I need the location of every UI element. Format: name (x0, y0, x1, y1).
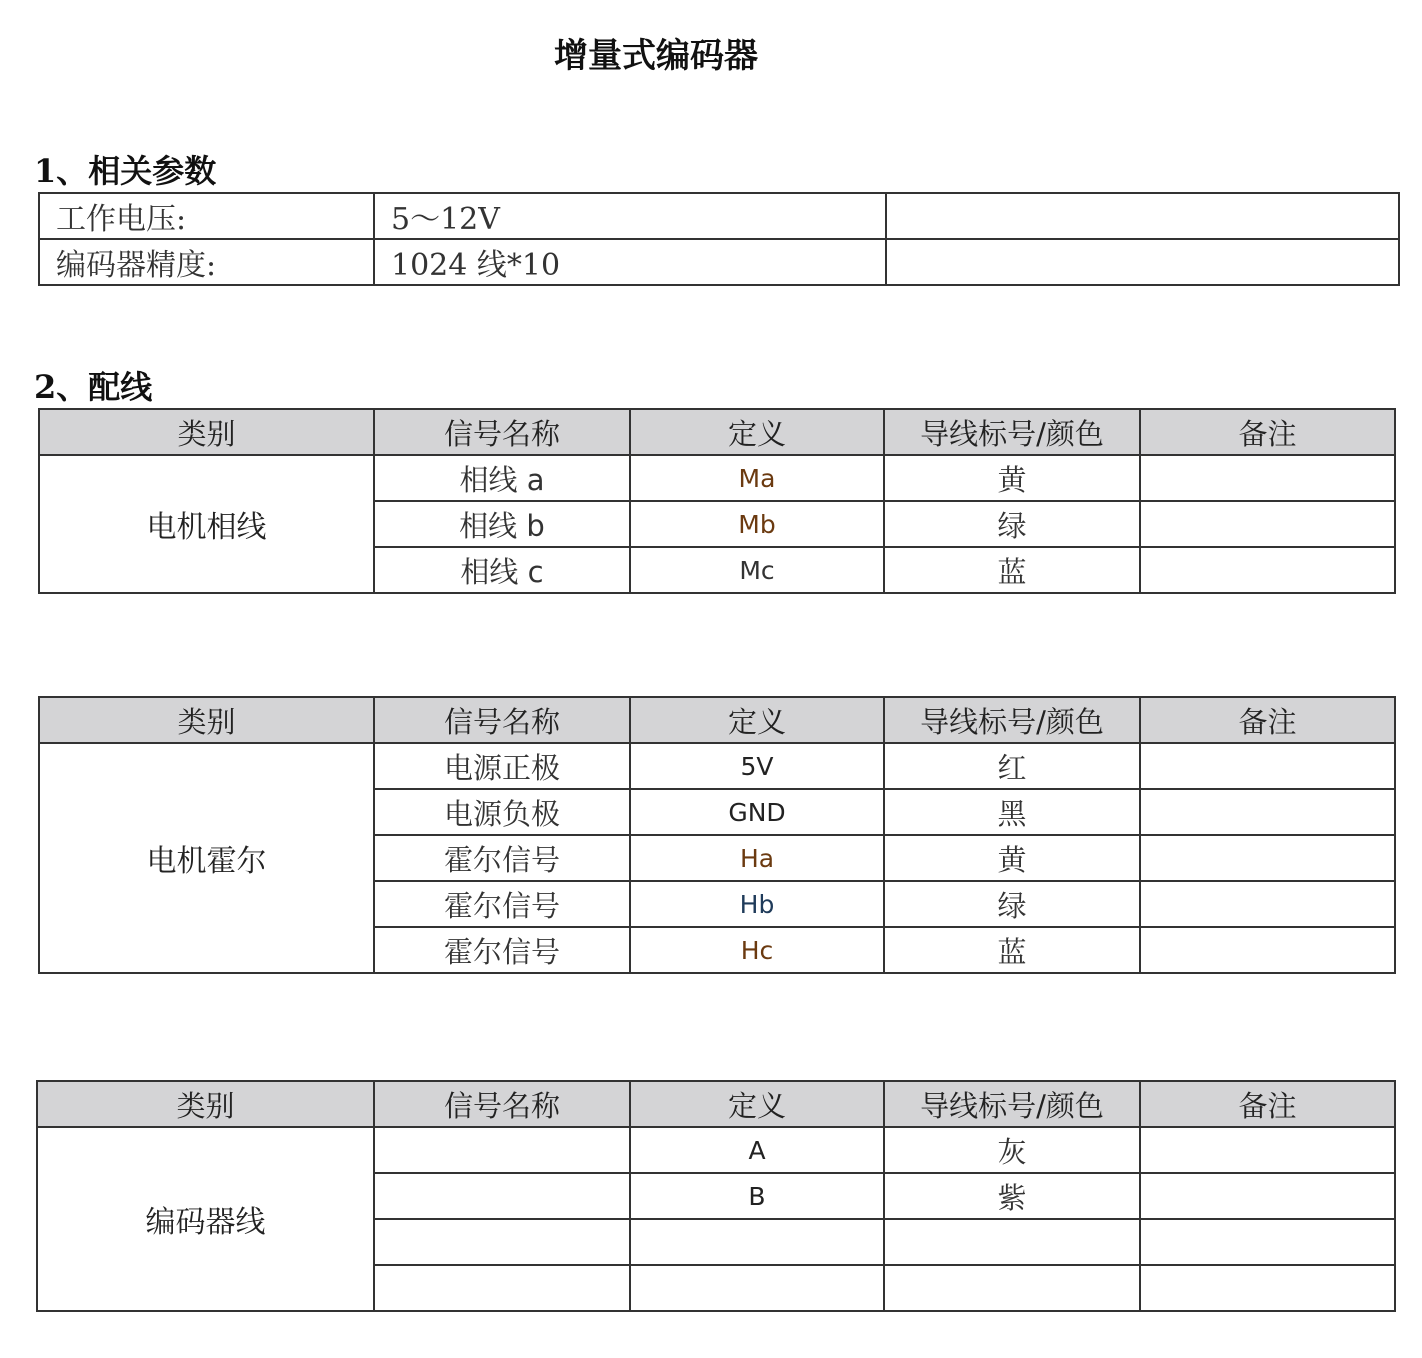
table-row (39, 455, 1395, 501)
section-heading-wiring: 2、配线 (34, 368, 153, 406)
signal-cell: 相线 a (374, 455, 630, 501)
wire-color-cell (884, 1219, 1140, 1265)
header-note: 备注 (1140, 697, 1395, 743)
signal-cell (374, 1173, 630, 1219)
header-wire-color: 导线标号/颜色 (884, 1081, 1140, 1127)
definition-cell (630, 1265, 884, 1311)
param-extra (886, 239, 1399, 285)
header-wire-color: 导线标号/颜色 (884, 697, 1140, 743)
header-definition: 定义 (630, 1081, 884, 1127)
wiring-table-motor-hall (38, 696, 1396, 974)
param-label: 工作电压: (39, 193, 374, 239)
header-note: 备注 (1140, 409, 1395, 455)
wire-color-cell: 黄 (884, 835, 1140, 881)
category-cell: 电机霍尔 (39, 743, 374, 973)
definition-cell: GND (630, 789, 884, 835)
wire-color-cell: 黑 (884, 789, 1140, 835)
note-cell (1140, 743, 1395, 789)
header-category: 类别 (39, 697, 374, 743)
definition-cell: Hb (630, 881, 884, 927)
definition-cell: Ha (630, 835, 884, 881)
param-extra (886, 193, 1399, 239)
definition-cell: Mc (630, 547, 884, 593)
note-cell (1140, 547, 1395, 593)
header-definition: 定义 (630, 697, 884, 743)
signal-cell: 电源正极 (374, 743, 630, 789)
param-value: 5～12V (374, 193, 886, 239)
header-signal-name: 信号名称 (374, 409, 630, 455)
definition-cell (630, 1219, 884, 1265)
header-definition: 定义 (630, 409, 884, 455)
wire-color-cell: 绿 (884, 501, 1140, 547)
note-cell (1140, 455, 1395, 501)
note-cell (1140, 1265, 1395, 1311)
note-cell (1140, 1219, 1395, 1265)
signal-cell: 相线 c (374, 547, 630, 593)
header-category: 类别 (39, 409, 374, 455)
signal-cell (374, 1265, 630, 1311)
table-row (39, 193, 1399, 239)
header-signal-name: 信号名称 (374, 1081, 630, 1127)
wiring-table-encoder (36, 1080, 1396, 1312)
note-cell (1140, 789, 1395, 835)
note-cell (1140, 835, 1395, 881)
signal-cell: 霍尔信号 (374, 881, 630, 927)
header-note: 备注 (1140, 1081, 1395, 1127)
signal-cell: 电源负极 (374, 789, 630, 835)
table-row (39, 743, 1395, 789)
wire-color-cell (884, 1265, 1140, 1311)
wire-color-cell: 灰 (884, 1127, 1140, 1173)
note-cell (1140, 881, 1395, 927)
wire-color-cell: 绿 (884, 881, 1140, 927)
definition-cell: B (630, 1173, 884, 1219)
definition-cell: Mb (630, 501, 884, 547)
note-cell (1140, 1127, 1395, 1173)
signal-cell (374, 1127, 630, 1173)
wire-color-cell: 蓝 (884, 927, 1140, 973)
wire-color-cell: 红 (884, 743, 1140, 789)
section-heading-parameters: 1、相关参数 (34, 152, 217, 190)
table-row (39, 239, 1399, 285)
wire-color-cell: 黄 (884, 455, 1140, 501)
document-title: 增量式编码器 (554, 36, 758, 76)
note-cell (1140, 927, 1395, 973)
definition-cell: A (630, 1127, 884, 1173)
parameters-table (38, 192, 1400, 286)
table-header-row (39, 697, 1395, 743)
definition-cell: Ma (630, 455, 884, 501)
signal-cell: 霍尔信号 (374, 835, 630, 881)
table-header-row (37, 1081, 1395, 1127)
wire-color-cell: 蓝 (884, 547, 1140, 593)
param-label: 编码器精度: (39, 239, 374, 285)
definition-cell: 5V (630, 743, 884, 789)
table-row (37, 1127, 1395, 1173)
header-signal-name: 信号名称 (374, 697, 630, 743)
definition-cell: Hc (630, 927, 884, 973)
param-value: 1024 线*10 (374, 239, 886, 285)
note-cell (1140, 501, 1395, 547)
header-wire-color: 导线标号/颜色 (884, 409, 1140, 455)
signal-cell (374, 1219, 630, 1265)
table-header-row (39, 409, 1395, 455)
wire-color-cell: 紫 (884, 1173, 1140, 1219)
category-cell: 编码器线 (37, 1127, 374, 1311)
category-cell: 电机相线 (39, 455, 374, 593)
signal-cell: 相线 b (374, 501, 630, 547)
header-category: 类别 (37, 1081, 374, 1127)
signal-cell: 霍尔信号 (374, 927, 630, 973)
note-cell (1140, 1173, 1395, 1219)
wiring-table-motor-phase (38, 408, 1396, 594)
